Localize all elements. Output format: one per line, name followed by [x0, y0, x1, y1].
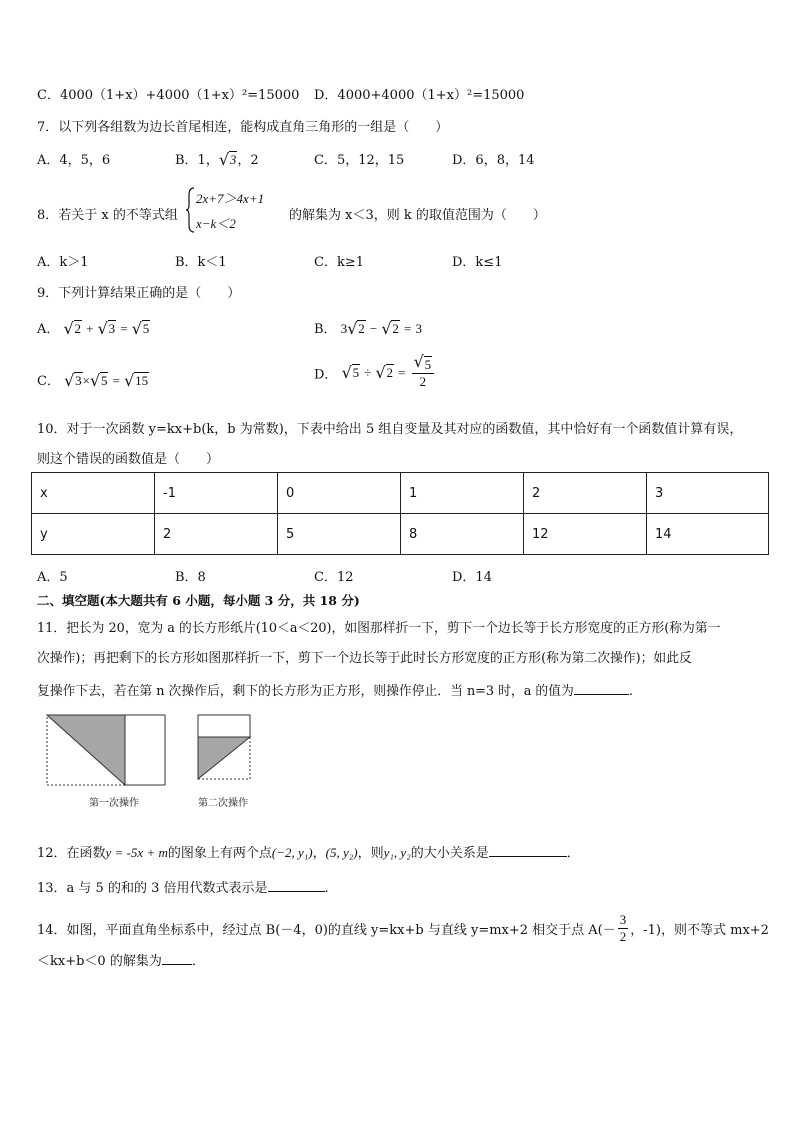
q8-option-c: C．k≥1: [314, 255, 364, 270]
table-cell: 14: [647, 514, 769, 555]
table-cell: x: [32, 473, 155, 514]
q8-option-b: B．k＜1: [175, 255, 227, 270]
q10-option-c: C．12: [314, 570, 354, 585]
table-cell: 0: [278, 473, 401, 514]
q8-inequality-1: 2x+7＞4x+1: [196, 191, 265, 206]
q8-stem-pre: 8．若关于 x 的不等式组: [37, 208, 178, 223]
q10-stem-line2: 则这个错误的函数值是（ ）: [37, 452, 220, 467]
q6-option-c: C．4000（1+x）+4000（1+x）²=15000: [37, 88, 300, 103]
answer-blank: [268, 879, 325, 892]
q14-line2: ＜kx+b＜0 的解集为 ．: [37, 954, 205, 969]
q9-option-b: B． 3√ 2 − √ 2 = 3: [314, 318, 422, 337]
q7-option-b: B．1，√ 3，2: [175, 149, 259, 168]
q10-option-a: A．5: [37, 570, 68, 585]
folded-triangle-2: [198, 737, 250, 779]
q7-stem: 7．以下列各组数为边长首尾相连，能构成直角三角形的一组是（ ）: [37, 120, 449, 135]
table-cell: 2: [524, 473, 647, 514]
table-cell: 2: [155, 514, 278, 555]
q7-option-c: C．5，12，15: [314, 153, 405, 168]
q10-value-table: [31, 472, 769, 555]
q7-option-a: A．4，5，6: [37, 153, 111, 168]
caption-second-operation: 第二次操作: [198, 798, 248, 809]
table-row: [32, 514, 769, 555]
table-cell: 12: [524, 514, 647, 555]
q8-stem-post: 的解集为 x＜3，则 k 的取值范围为（ ）: [289, 208, 546, 223]
caption-first-operation: 第一次操作: [89, 798, 139, 809]
q8-inequality-2: x−k＜2: [196, 216, 236, 231]
q9-stem: 9．下列计算结果正确的是（ ）: [37, 286, 241, 301]
q14-line1: 14．如图，平面直角坐标系中，经过点 B(－4，0)的直线 y=kx+b 与直线 y=mx+2 相交于点 A(－ $\frac{3}{2}$ ，-1)，则不等式 mx+2: [37, 912, 769, 944]
q8-option-a: A．k＞1: [37, 255, 89, 270]
q8-option-d: D．k≤1: [452, 255, 503, 270]
q11-line1: 11．把长为 20，宽为 a 的长方形纸片(10＜a＜20)，如图那样折一下，剪下一个边长等于长方形宽度的正方形(称为第一: [37, 621, 721, 636]
answer-blank: [489, 844, 567, 857]
q10-stem-line1: 10．对于一次函数 y=kx+b(k，b 为常数)，下表中给出 5 组自变量及其对应的函数值，其中恰好有一个函数值计算有误，: [37, 422, 743, 437]
q9-option-d: D． √ 5 ÷ √ 2 = √ $\frac{5}{2}$: [314, 356, 436, 390]
answer-blank: [574, 682, 629, 695]
sqrt-symbol: √ 3: [220, 152, 238, 168]
remaining-rectangle: [125, 715, 165, 785]
q9-option-a: A． √ 2 + √ 3 = √ 5: [37, 318, 150, 337]
table-cell: y: [32, 514, 155, 555]
q6-option-d: D．4000+4000（1+x）²=15000: [314, 88, 525, 103]
folded-triangle: [47, 715, 125, 785]
q10-option-b: B．8: [175, 570, 206, 585]
q13-text: 13．a 与 5 的和的 3 倍用代数式表示是 .: [37, 881, 329, 896]
brace-icon: [186, 187, 196, 233]
table-row: [32, 473, 769, 514]
q10-option-d: D．14: [452, 570, 492, 585]
answer-blank: [162, 952, 192, 965]
q11-fold-figures: [44, 713, 254, 788]
remaining-rectangle-2: [198, 715, 250, 737]
section-heading: 二、填空题(本大题共有 6 小题，每小题 3 分，共 18 分): [37, 593, 360, 608]
table-cell: -1: [155, 473, 278, 514]
q11-line3: 复操作下去，若在第 n 次操作后，剩下的长方形为正方形，则操作停止．当 n=3 时，a 的值为 .: [37, 684, 633, 699]
q9-option-c: C． √ 3×√ 5 = √ 15: [37, 370, 149, 389]
q7-option-d: D．6，8，14: [452, 153, 535, 168]
table-cell: 3: [647, 473, 769, 514]
table-cell: 5: [278, 514, 401, 555]
table-cell: 8: [401, 514, 524, 555]
q12-text: 12．在函数y = -5x + m的图象上有两个点(−2, y₁)，(5, y₂)，则y₁, y₂的大小关系是 ．: [37, 845, 580, 861]
q11-line2: 次操作)；再把剩下的长方形如图那样折一下，剪下一个边长等于此时长方形宽度的正方形(称为第二次操作)；如此反: [37, 651, 692, 666]
table-cell: 1: [401, 473, 524, 514]
